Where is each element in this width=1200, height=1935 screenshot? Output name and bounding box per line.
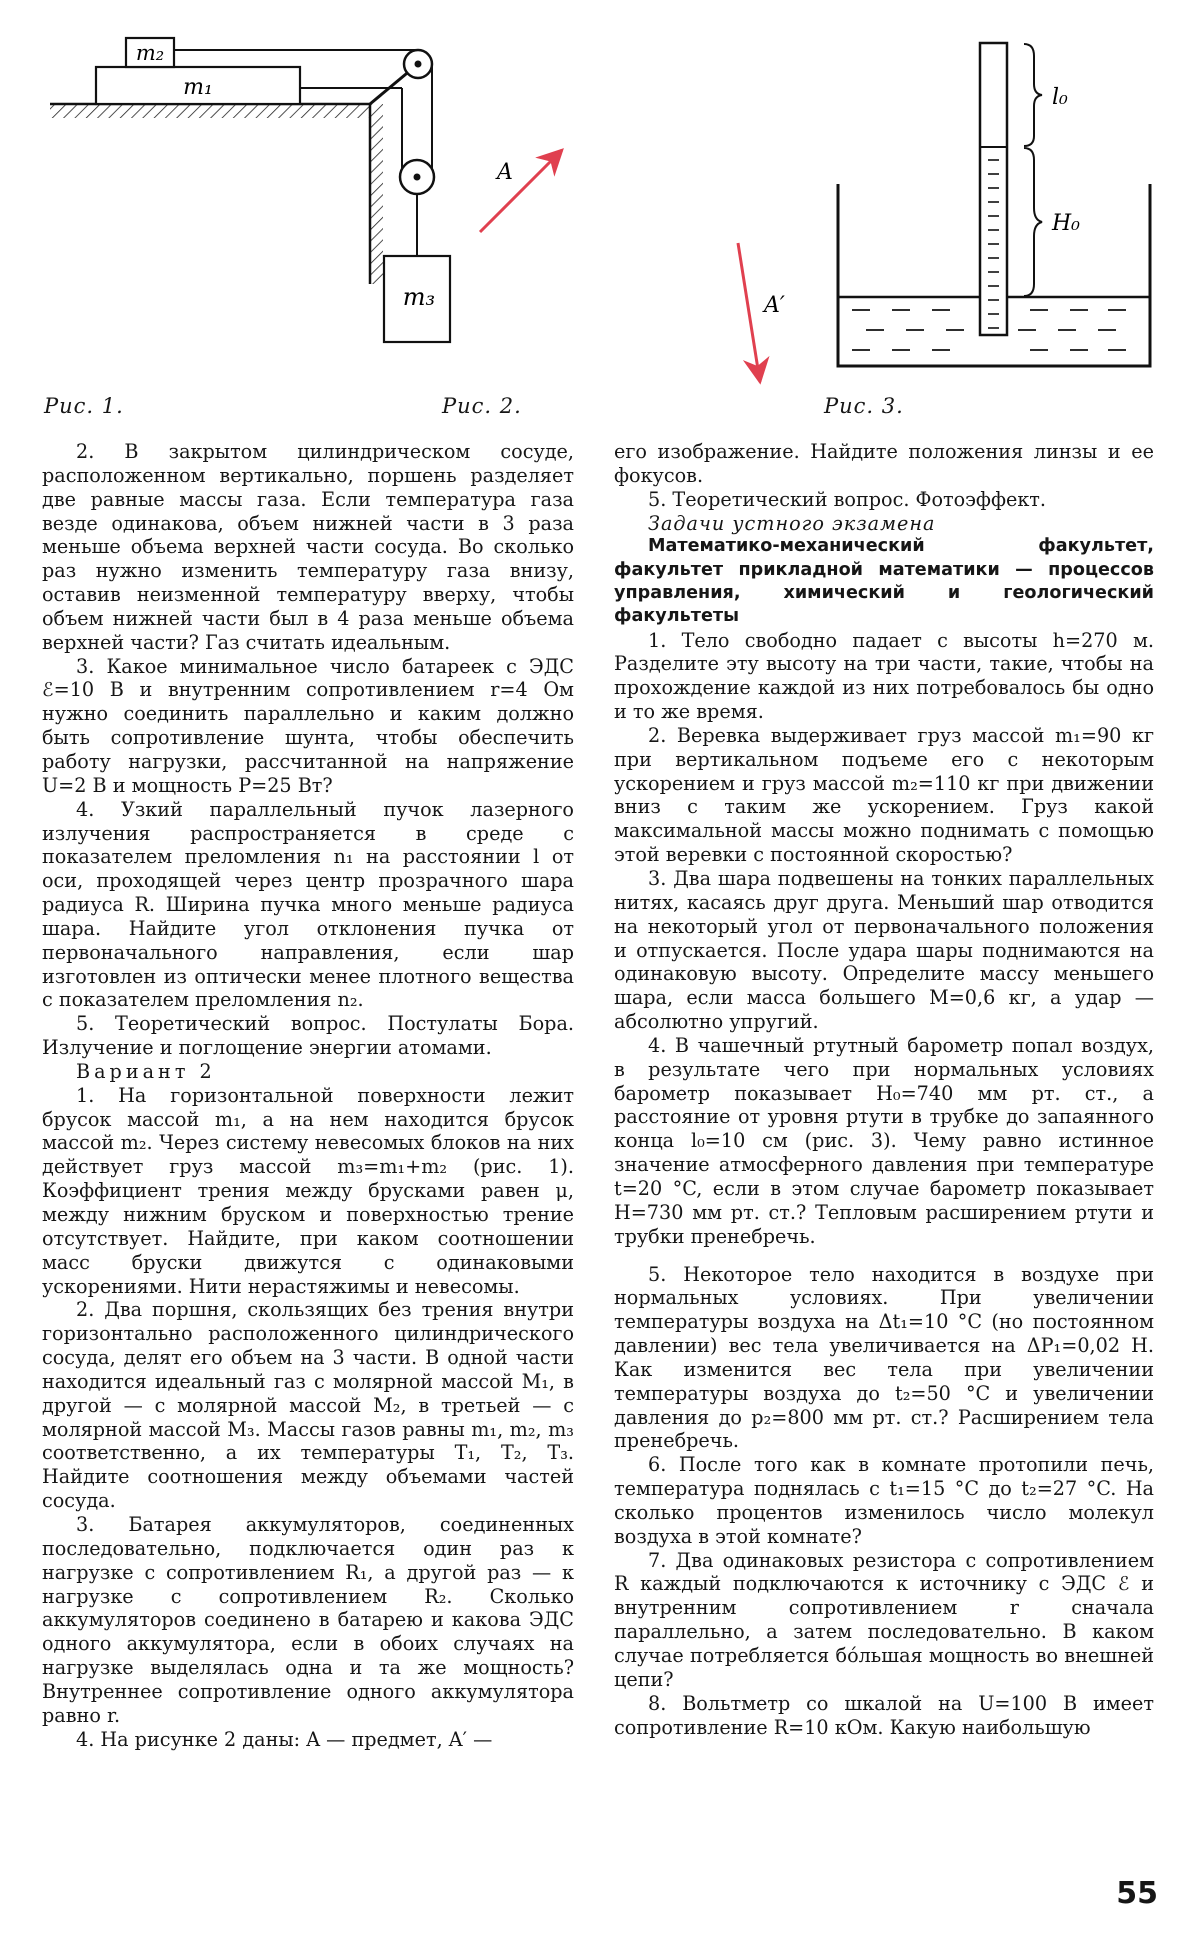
label-A: A (497, 160, 513, 185)
oral-problem-6: 6. После того как в комнате протопили печь, температура поднялась с t₁=15 °C до t₂=27 °C. На сколько процентов изменилось число молекул воздуха в этой комнате? (614, 1453, 1154, 1548)
object-arrow-A (480, 150, 562, 232)
v2-problem-2: 2. Два поршня, скользящих без трения внутри горизонтально расположенного цилиндрического сосуда, делят его объем на 3 части. В одной части находится идеальный газ с молярной массой M₁, в другой — с молярной массой M₂, в третьей — с молярной массой M₃. Массы газов равны m₁, m₂, m₃ соответственно, а их температуры T₁, T₂, T₃. Найдите соотношения между объемами частей сосуда. (42, 1298, 574, 1513)
label-h0: H₀ (1052, 211, 1081, 236)
page-number: 55 (1116, 1876, 1158, 1911)
v2-problem-1: 1. На горизонтальной поверхности лежит брусок массой m₁, а на нем находится брусок массой m₂. Через систему невесомых блоков на них действует груз массой m₃=m₁+m₂ (рис. 1). Коэффициент трения между брусками равен μ, между нижним бруском и поверхностью трение отсутствует. Найдите, при каком соотношении масс бруски движутся с одинаковыми ускорениями. Нити нерастяжимы и невесомы. (42, 1083, 574, 1298)
figures-area (0, 0, 1200, 400)
caption-fig-2: Рис. 2. (442, 394, 522, 418)
barometer-tube (980, 43, 1007, 335)
problem-3: 3. Какое минимальное число батареек с ЭДС ℰ=10 В и внутренним сопротивлением r=4 Ом нужно соединить параллельно и каким должно быть сопротивление шунта, чтобы обеспечить работу нагрузки, рассчитанной на напряжение U=2 В и мощность P=25 Вт? (42, 654, 574, 797)
brace-h0 (1024, 148, 1042, 296)
oral-problem-7: 7. Два одинаковых резистора с сопротивлением R каждый подключаются к источнику с ЭДС ℰ и внутренним сопротивлением r сначала параллельно, а затем последовательно. В каком случае потребляется бо́льшая мощность во внешней цепи? (614, 1548, 1154, 1691)
label-l0: l₀ (1052, 85, 1068, 110)
oral-problem-1: 1. Тело свободно падает с высоты h=270 м. Разделите эту высоту на три части, такие, чтобы на прохождение каждой из них потребовалось бы одно и то же время. (614, 628, 1154, 724)
faculties-heading: Математико-механический факультет, факультет прикладной математики — процессов управления, химический и геологический факультеты (614, 536, 1154, 627)
figure-2 (480, 150, 785, 382)
oral-exam-heading: Задачи устного экзамена (648, 511, 936, 535)
problem-2: 2. В закрытом цилиндрическом сосуде, расположенном вертикально, поршень разделяет две равные массы газа. Если температура газа везде одинакова, объем нижней части в 3 раза меньше объема верхней части сосуда. Во сколько раз нужно изменить температуру газа внизу, оставив неизменной температуру вверху, чтобы объем нижней части был в 4 раза меньше объема верхней части? Газ считать идеальным. (42, 440, 574, 654)
oral-problem-3: 3. Два шара подвешены на тонких параллельных нитях, касаясь друг друга. Меньший шар отводится на некоторый угол от первоначального положения и отпускается. После удара шары поднимаются на одинаковую высоту. Определите массу меньшего шара, если масса большего M=0,6 кг, а удар — абсолютно упругий. (614, 867, 1154, 1034)
label-m2: m₂ (135, 41, 165, 65)
figure-1 (50, 38, 450, 342)
oral-problem-2: 2. Веревка выдерживает груз массой m₁=90 кг при вертикальном подъеме его с некоторым ускорением и груз массой m₂=110 кг при движении вниз с таким же ускорением. Груз какой максимальной массы можно поднимать с помощью этой веревки с постоянной скоростью? (614, 723, 1154, 867)
brace-l0 (1024, 44, 1042, 146)
problem-4: 4. Узкий параллельный пучок лазерного излучения распространяется в среде с показателем преломления n₁ на расстоянии l от оси, проходящей через центр прозрачного шара радиуса R. Ширина пучка много меньше радиуса шара. Найдите угол отклонения пучка от первоначального направления, если шар изготовлен из оптически менее плотного вещества с показателем преломления n₂. (42, 797, 574, 1012)
right-column (614, 440, 1154, 1739)
label-m3: m₃ (402, 283, 436, 311)
image-arrow-A-prime (738, 243, 760, 382)
oral-problem-8: 8. Вольтметр со шкалой на U=100 В имеет сопротивление R=10 кОм. Какую наибольшую (614, 1691, 1154, 1739)
table-hatching (50, 104, 370, 118)
caption-fig-3: Рис. 3. (824, 394, 904, 418)
variant-heading: Вариант 2 (76, 1059, 216, 1083)
v2-problem-4-continued: его изображение. Найдите положения линзы и ее фокусов. (614, 440, 1154, 487)
wall-hatching (370, 104, 383, 284)
caption-fig-1: Рис. 1. (44, 394, 124, 418)
problem-5: 5. Теоретический вопрос. Постулаты Бора. Излучение и поглощение энергии атомами. (42, 1012, 574, 1060)
oral-problem-4: 4. В чашечный ртутный барометр попал воздух, в результате чего при нормальных условиях барометр показывает H₀=740 мм рт. ст., а расстояние от уровня ртути в трубке до запаянного конца l₀=10 см (рис. 3). Чему равно истинное значение атмосферного давления при температуре t=20 °C, если в этом случае барометр показывает H=730 мм рт. ст.? Тепловым расширением ртути и трубки пренебречь. (614, 1033, 1154, 1248)
oral-problem-5: 5. Некоторое тело находится в воздухе при нормальных условиях. При увеличении температуры воздуха на Δt₁=10 °C (но постоянном давлении) вес тела увеличивается на ΔP₁=0,02 Н. Как изменится вес тела при увеличении температуры воздуха до t₂=50 °C и увеличении давления до p₂=800 мм рт. ст.? Расширением тела пренебречь. (614, 1262, 1154, 1453)
v2-problem-4: 4. На рисунке 2 даны: A — предмет, A′ — (76, 1727, 493, 1751)
label-A-prime: A′ (764, 293, 785, 318)
v2-problem-3: 3. Батарея аккумуляторов, соединенных последовательно, подключается один раз к нагрузке с сопротивлением R₁, а другой раз — к нагрузке с сопротивлением R₂. Сколько аккумуляторов соединено в батарею и какова ЭДС одного аккумулятора, если в обоих случаях на нагрузке выделялась одна и та же мощность? Внутреннее сопротивление одного аккумулятора равно r. (42, 1512, 574, 1727)
left-column (42, 440, 574, 1751)
figure-3 (838, 43, 1150, 366)
label-m1: m₁ (183, 75, 213, 100)
v2-problem-5: 5. Теоретический вопрос. Фотоэффект. (648, 487, 1047, 511)
